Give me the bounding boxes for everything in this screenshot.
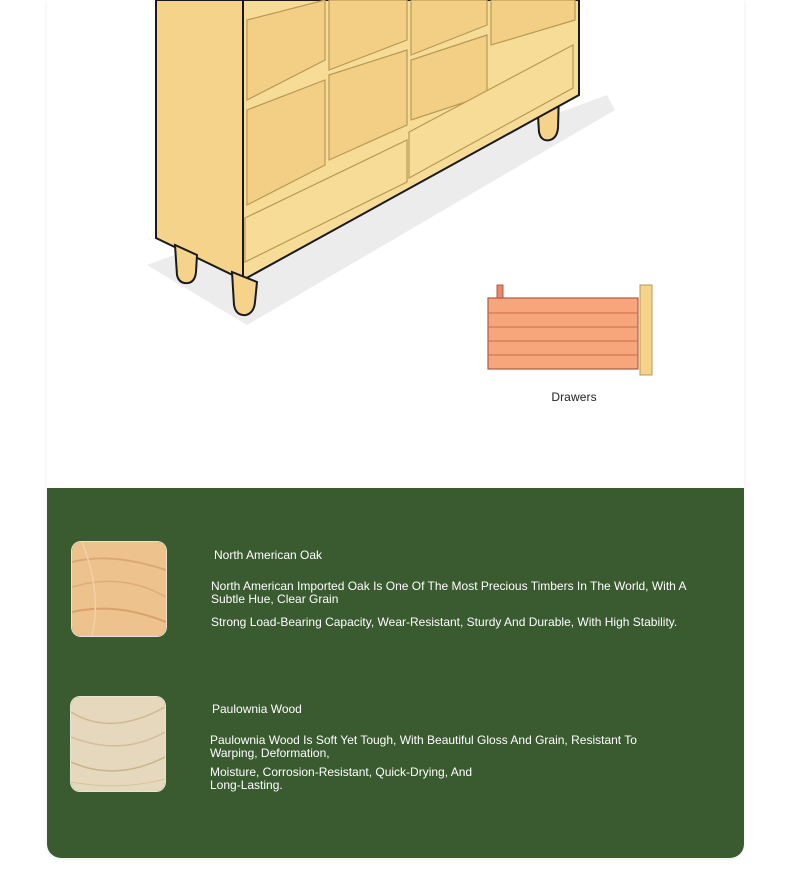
drawers-caption: Drawers [551,390,597,404]
product-card [47,0,744,858]
material-name: Paulownia Wood [212,702,302,716]
paulownia-wood-swatch [70,696,166,792]
oak-wood-swatch [71,541,167,637]
material-description: Paulownia Wood Is Soft Yet Tough, With Beautiful Gloss And Grain, Resistant To Warping, Deformation, [210,733,637,760]
material-properties: Moisture, Corrosion-Resistant, Quick-Drying, And Long-Lasting. [210,765,473,792]
material-name: North American Oak [214,548,323,562]
drawer-detail-illustration [488,285,652,375]
materials-panel [47,488,744,858]
cabinet-side-panel [156,0,243,280]
material-description: North American Imported Oak Is One Of The Most Precious Timbers In The World, With A Subtle Hue, Clear Grain [211,579,686,606]
material-properties: Strong Load-Bearing Capacity, Wear-Resistant, Sturdy And Durable, With High Stability. [211,615,678,629]
cabinet-illustration [47,0,744,488]
